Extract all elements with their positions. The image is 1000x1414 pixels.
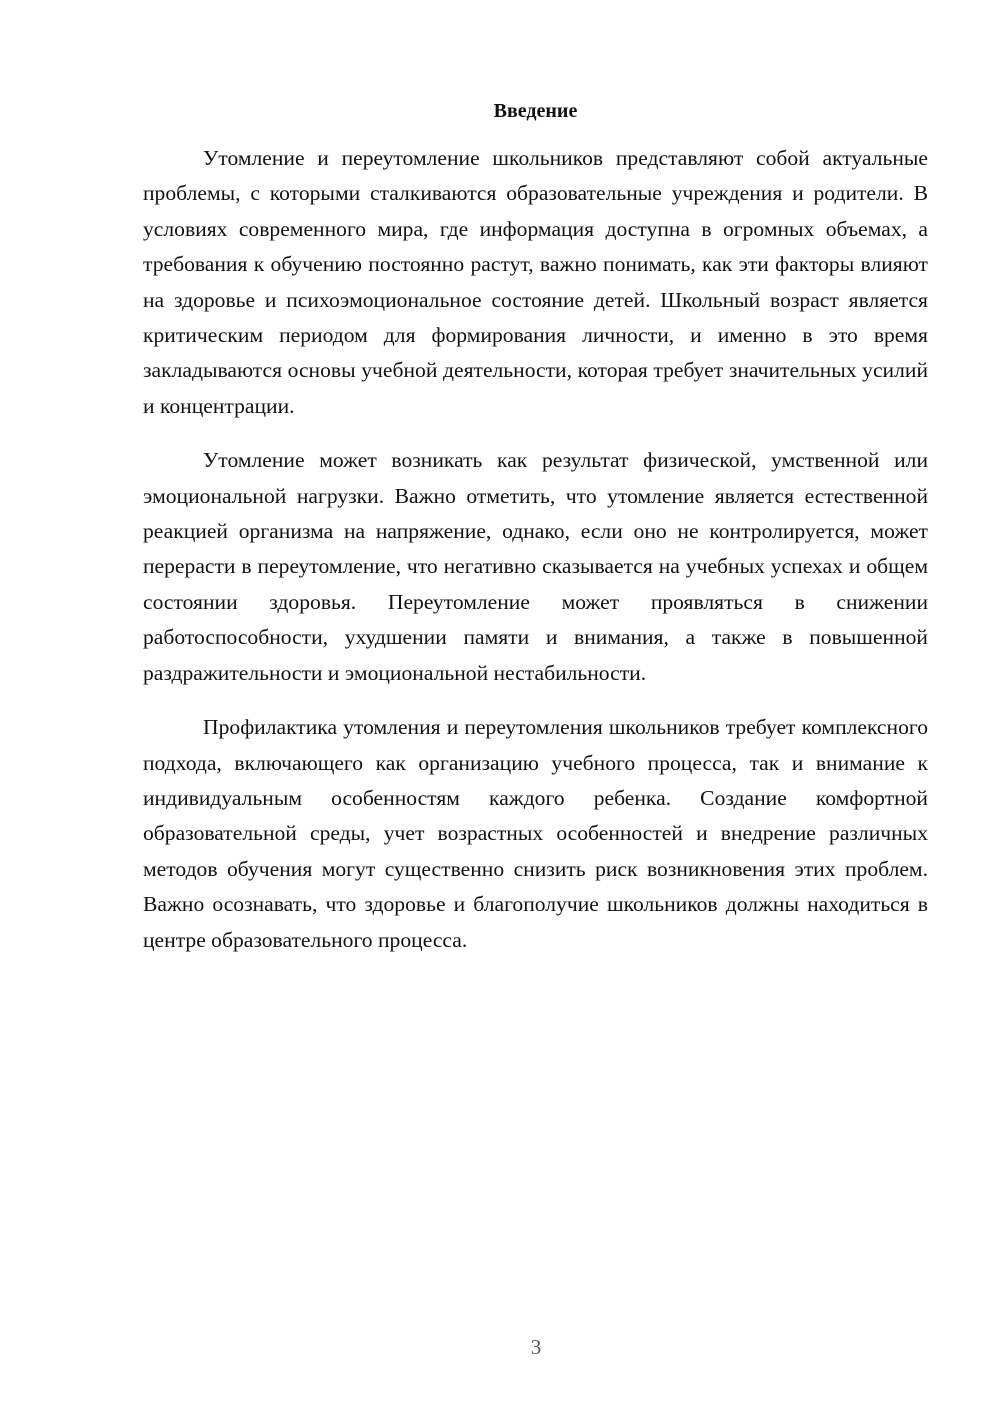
page-number: 3	[530, 1335, 542, 1359]
paragraph-1: Утомление и переутомление школьников представляют собой актуальные проблемы, с которыми сталкиваются образовательные учреждения и родители. В условиях современного мира, где информация доступна в огромных объемах, а требования к обучению постоянно растут, важно понимать, как эти факторы влияют на здоровье и психоэмоциональное состояние детей. Школьный возраст является критическим периодом для формирования личности, и именно в это время закладываются основы учебной деятельности, которая требует значительных усилий и концентрации.	[143, 146, 928, 418]
page-content	[143, 97, 928, 977]
paragraph-3: Профилактика утомления и переутомления школьников требует комплексного подхода, включающего как организацию учебного процесса, так и внимание к индивидуальным особенностям каждого ребенка. Создание комфортной образовательной среды, учет возрастных особенностей и внедрение различных методов обучения могут существенно снизить риск возникновения этих проблем. Важно осознавать, что здоровье и благополучие школьников должны находиться в центре образовательного процесса.	[143, 715, 928, 952]
paragraph-2: Утомление может возникать как результат физической, умственной или эмоциональной нагрузки. Важно отметить, что утомление является естественной реакцией организма на напряжение, однако, если оно не контролируется, может перерасти в переутомление, что негативно сказывается на учебных успехах и общем состоянии здоровья. Переутомление может проявляться в снижении работоспособности, ухудшении памяти и внимания, а также в повышенной раздражительности и эмоциональной нестабильности.	[143, 448, 928, 685]
section-heading: Введение	[493, 100, 578, 122]
